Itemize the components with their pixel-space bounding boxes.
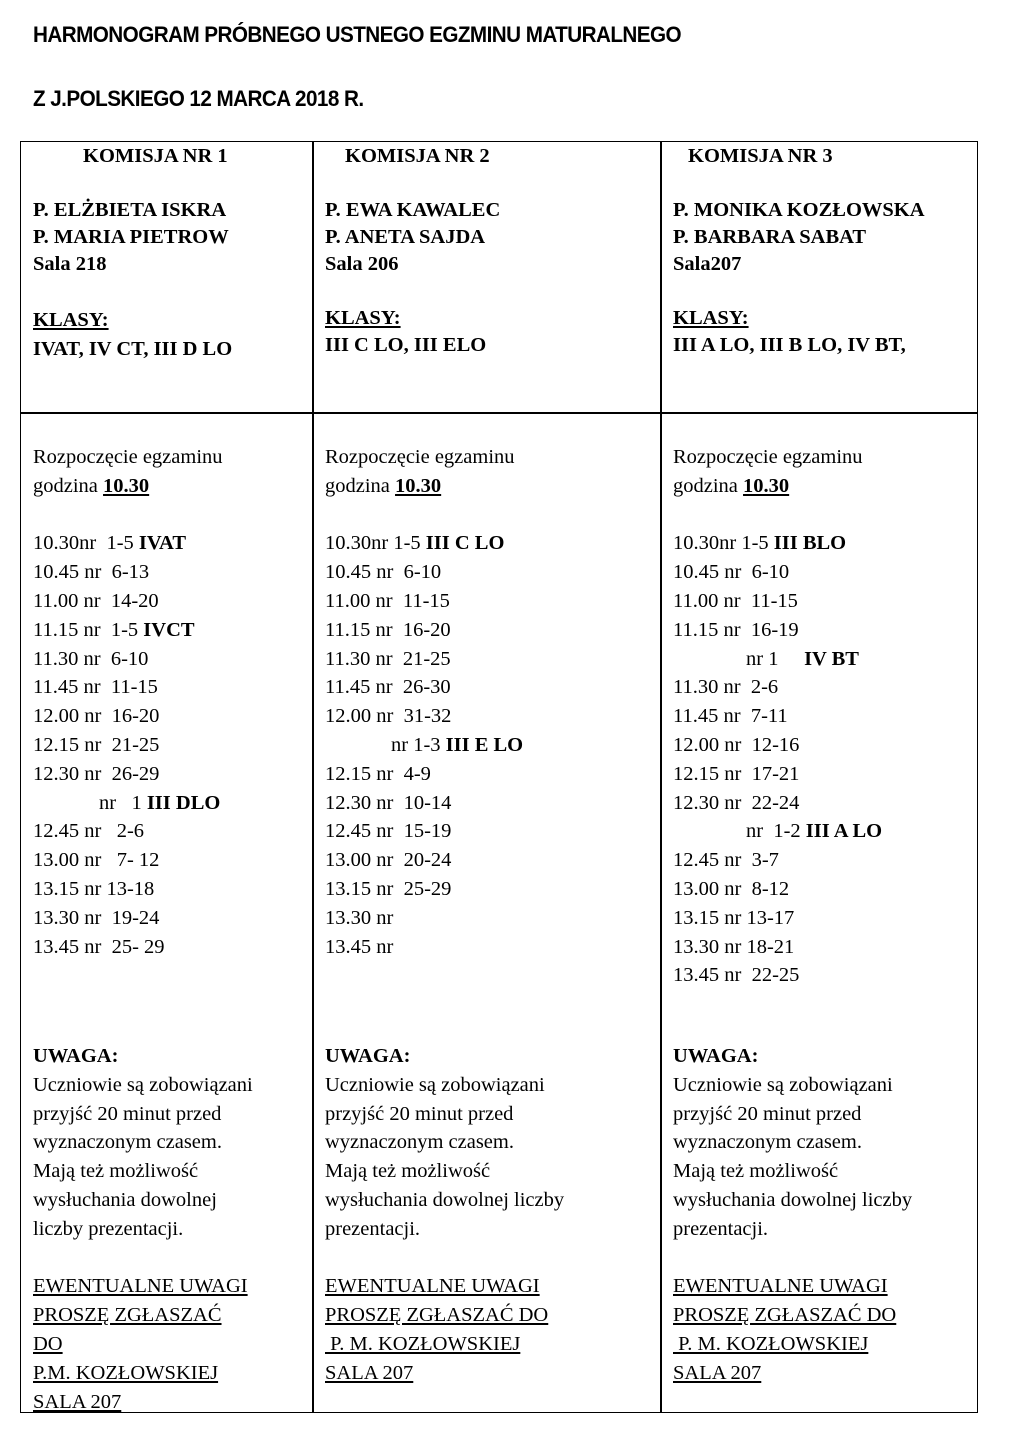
contact-text: P. M. KOZŁOWSKIEJ (325, 1332, 521, 1355)
slot-class: III C LO (425, 532, 505, 555)
commission-note (325, 1042, 564, 1388)
slot-numbers: nr 25- 29 (79, 935, 165, 958)
slot-numbers: nr 6-10 (719, 561, 790, 584)
schedule-row (33, 846, 223, 875)
slot-time: 13.00 (325, 849, 372, 872)
note-line: wyznaczonym czasem. (673, 1131, 862, 1154)
schedule-row (673, 760, 882, 789)
slot-numbers: nr 20-24 (371, 849, 452, 872)
slot-time: 13.45 (33, 935, 80, 958)
slot-time: 11.45 (325, 676, 371, 699)
commission-schedule (325, 443, 523, 961)
slot-time: 12.30 (673, 791, 720, 814)
contact-line (33, 1272, 253, 1301)
commission-member: P. EWA KAWALEC (325, 199, 501, 221)
contact-line (673, 1359, 912, 1388)
note-line: przyjść 20 minut przed (673, 1102, 862, 1125)
slot-class: IVCT (143, 618, 195, 641)
contact-text: P.M. KOZŁOWSKIEJ (33, 1361, 219, 1384)
slot-time: 11.15 (673, 618, 719, 641)
start-label: Rozpoczęcie egzaminu (673, 446, 863, 468)
slot-time: 11.30 (673, 676, 719, 699)
spacer (33, 278, 232, 305)
schedule-row (673, 529, 882, 558)
contact-text: PROSZĘ ZGŁASZAĆ DO (325, 1304, 549, 1327)
slot-time: 13.00 (673, 877, 720, 900)
classes-list: IVAT, IV CT, III D LO (33, 338, 233, 360)
schedule-row (33, 645, 223, 674)
contact-text: EWENTUALNE UWAGI (33, 1275, 248, 1298)
schedule-row (33, 731, 223, 760)
schedule-row (325, 587, 523, 616)
schedule-row (673, 933, 882, 962)
slot-numbers: nr 11-15 (370, 589, 450, 612)
note-line: przyjść 20 minut przed (325, 1102, 514, 1125)
slot-time: 11.30 (325, 647, 371, 670)
slot-time: 12.30 (325, 791, 372, 814)
slot-numbers: nr 7-11 (718, 705, 788, 728)
slot-numbers: nr 1-5 (79, 532, 134, 555)
start-time-line (33, 472, 223, 501)
commission-header (325, 143, 500, 359)
start-time: 10.30 (395, 474, 442, 497)
contact-text: DO (33, 1332, 63, 1355)
contact-line (673, 1301, 912, 1330)
schedule-row (673, 616, 882, 645)
column-divider (312, 142, 314, 1412)
commission-schedule (33, 443, 223, 961)
slot-numbers: nr 10-14 (371, 791, 452, 814)
note-line: wysłuchania dowolnej liczby (673, 1188, 913, 1211)
start-prefix: godzina (325, 474, 396, 497)
slot-time: 11.15 (325, 618, 371, 641)
slot-numbers: nr (371, 935, 394, 958)
note-title: UWAGA: (673, 1045, 759, 1067)
schedule-row (673, 817, 882, 846)
spacer (673, 1244, 912, 1273)
room-number: Sala 206 (325, 253, 399, 275)
schedule-row (33, 789, 223, 818)
slot-numbers: nr 26-30 (370, 676, 451, 699)
classes-list: III A LO, III B LO, IV BT, (673, 334, 906, 356)
slot-time: 13.30 (325, 906, 372, 929)
contact-text: PROSZĘ ZGŁASZAĆ (33, 1304, 222, 1327)
commission-member: P. BARBARA SABAT (673, 226, 867, 248)
slot-numbers: nr 31-32 (371, 705, 452, 728)
slot-numbers: nr 14-20 (78, 589, 159, 612)
schedule-row (673, 702, 882, 731)
schedule-row (673, 558, 882, 587)
note-line: przyjść 20 minut przed (33, 1102, 222, 1125)
slot-time: 12.45 (325, 820, 372, 843)
schedule-row (325, 760, 523, 789)
slot-numbers: nr 21-25 (370, 647, 451, 670)
commission-member: P. MARIA PIETROW (33, 226, 229, 248)
schedule-row (33, 875, 223, 904)
column-divider (660, 142, 662, 1412)
slot-numbers: nr 21-25 (79, 733, 160, 756)
slot-numbers: nr 18-21 (719, 935, 795, 958)
commission-note (673, 1042, 912, 1388)
slot-numbers: nr 1-5 (78, 618, 139, 641)
slot-numbers: nr 6-10 (371, 561, 442, 584)
schedule-row (673, 731, 882, 760)
schedule-row (33, 558, 223, 587)
slot-time: 12.00 (325, 705, 372, 728)
slot-class: IVAT (138, 532, 187, 555)
slot-numbers: nr 8-12 (719, 877, 790, 900)
slot-numbers: nr 1-5 (719, 532, 774, 555)
slot-numbers: nr 15-19 (371, 820, 452, 843)
schedule-row (325, 645, 523, 674)
slot-numbers: nr 17-21 (719, 762, 800, 785)
contact-text: EWENTUALNE UWAGI (673, 1275, 888, 1298)
row-divider (21, 412, 977, 414)
classes-label-text: KLASY: (33, 309, 109, 331)
contact-line (673, 1330, 912, 1359)
slot-class: III DLO (146, 791, 221, 814)
slot-time: 11.00 (33, 589, 79, 612)
commission-schedule (673, 443, 882, 990)
slot-time: 10.45 (33, 561, 80, 584)
schedule-row (325, 846, 523, 875)
note-line: liczby prezentacji. (33, 1217, 184, 1240)
schedule-row (673, 673, 882, 702)
schedule-row (33, 587, 223, 616)
classes-label-text: KLASY: (673, 307, 749, 329)
slot-time: 11.45 (673, 705, 719, 728)
contact-line (325, 1272, 564, 1301)
slot-time: 10.30 (673, 532, 720, 555)
contact-text: P. M. KOZŁOWSKIEJ (673, 1332, 869, 1355)
spacer (673, 501, 882, 530)
slot-numbers: nr 6-13 (79, 561, 150, 584)
schedule-row (325, 904, 523, 933)
schedule-row (33, 760, 223, 789)
slot-time: 13.30 (33, 906, 80, 929)
commission-name: KOMISJA NR 3 (688, 145, 833, 167)
note-line: Mają też możliwość (325, 1160, 491, 1183)
note-title: UWAGA: (33, 1045, 119, 1067)
slot-time: 10.45 (325, 561, 372, 584)
classes-label-text: KLASY: (325, 307, 401, 329)
start-time: 10.30 (103, 474, 150, 497)
note-line: prezentacji. (673, 1217, 769, 1240)
start-prefix: godzina (33, 474, 104, 497)
note-line: wyznaczonym czasem. (33, 1131, 222, 1154)
slot-class: III E LO (445, 733, 524, 756)
document-title: HARMONOGRAM PRÓBNEGO USTNEGO EGZMINU MATURALNEGO (33, 22, 682, 47)
commission-member: P. ANETA SAJDA (325, 226, 486, 248)
slot-time: 11.00 (673, 589, 719, 612)
schedule-row (33, 616, 223, 645)
slot-numbers: nr 1-2 (746, 820, 806, 843)
slot-numbers: nr 7- 12 (79, 849, 160, 872)
slot-numbers: nr 1 (99, 791, 142, 814)
commission-header (673, 143, 925, 359)
schedule-row (673, 789, 882, 818)
classes-label (325, 305, 500, 332)
schedule-row (673, 875, 882, 904)
schedule-row (33, 904, 223, 933)
slot-numbers: nr 11-15 (718, 589, 798, 612)
slot-time: 12.00 (673, 733, 720, 756)
note-line: Mają też możliwość (673, 1160, 839, 1183)
slot-time: 10.45 (673, 561, 720, 584)
commission-name: KOMISJA NR 2 (345, 145, 490, 167)
schedule-row (33, 529, 223, 558)
slot-numbers: nr 22-24 (719, 791, 800, 814)
spacer (33, 501, 223, 530)
schedule-row (33, 702, 223, 731)
schedule-row (325, 875, 523, 904)
start-label: Rozpoczęcie egzaminu (33, 446, 223, 468)
note-title: UWAGA: (325, 1045, 411, 1067)
contact-line (33, 1359, 253, 1388)
slot-time: 12.30 (33, 762, 80, 785)
contact-line (325, 1301, 564, 1330)
contact-line (33, 1388, 253, 1417)
contact-text: EWENTUALNE UWAGI (325, 1275, 540, 1298)
slot-time: 12.45 (673, 849, 720, 872)
slot-numbers: nr 25-29 (371, 877, 452, 900)
slot-time: 12.00 (33, 705, 80, 728)
schedule-row (673, 904, 882, 933)
slot-numbers: nr 16-20 (370, 618, 451, 641)
commission-member: P. MONIKA KOZŁOWSKA (673, 199, 925, 221)
document-subtitle: Z J.POLSKIEGO 12 MARCA 2018 R. (33, 86, 364, 111)
slot-numbers: nr 3-7 (719, 849, 779, 872)
note-line: Uczniowie są zobowiązani (33, 1073, 253, 1096)
schedule-row (33, 673, 223, 702)
spacer (325, 501, 523, 530)
slot-numbers: nr 6-10 (78, 647, 149, 670)
schedule-row (325, 731, 523, 760)
slot-class: III BLO (773, 532, 847, 555)
classes-label (673, 305, 925, 332)
slot-time: 10.30 (33, 532, 80, 555)
classes-list: III C LO, III ELO (325, 334, 487, 356)
schedule-row (325, 529, 523, 558)
start-label: Rozpoczęcie egzaminu (325, 446, 515, 468)
slot-class: IV BT (804, 647, 859, 670)
start-time-line (325, 472, 523, 501)
slot-numbers: nr 1-5 (371, 532, 426, 555)
note-line: wyznaczonym czasem. (325, 1131, 514, 1154)
note-line: prezentacji. (325, 1217, 421, 1240)
slot-numbers: nr 2-6 (718, 676, 779, 699)
note-line: wysłuchania dowolnej (33, 1188, 217, 1211)
slot-numbers: nr 12-16 (719, 733, 800, 756)
start-time: 10.30 (743, 474, 790, 497)
contact-line (325, 1359, 564, 1388)
contact-line (325, 1330, 564, 1359)
slot-numbers: nr (371, 906, 394, 929)
slot-numbers: nr 13-17 (719, 906, 795, 929)
slot-numbers: nr 22-25 (719, 964, 800, 987)
commission-header (33, 143, 232, 363)
schedule-row (325, 789, 523, 818)
slot-time: 13.00 (33, 849, 80, 872)
contact-text: SALA 207 (673, 1361, 762, 1384)
schedule-row (325, 673, 523, 702)
spacer (325, 278, 500, 305)
note-line: wysłuchania dowolnej liczby (325, 1188, 565, 1211)
slot-numbers: nr 16-19 (718, 618, 799, 641)
schedule-row (33, 933, 223, 962)
slot-time: 12.15 (33, 733, 80, 756)
start-prefix: godzina (673, 474, 744, 497)
schedule-row (673, 846, 882, 875)
slot-time: 12.15 (325, 762, 372, 785)
contact-text: SALA 207 (33, 1390, 122, 1413)
schedule-row (325, 558, 523, 587)
slot-numbers: nr 1-3 (391, 733, 441, 756)
slot-time: 12.45 (33, 820, 80, 843)
slot-time: 11.45 (33, 676, 79, 699)
slot-numbers: nr 26-29 (79, 762, 160, 785)
schedule-row (325, 817, 523, 846)
slot-time: 13.45 (325, 935, 372, 958)
room-number: Sala207 (673, 253, 742, 275)
slot-numbers: nr 13-18 (79, 877, 155, 900)
spacer (33, 1244, 253, 1273)
contact-text: PROSZĘ ZGŁASZAĆ DO (673, 1304, 897, 1327)
slot-time: 13.15 (325, 877, 372, 900)
slot-time: 11.15 (33, 618, 79, 641)
commission-note (33, 1042, 253, 1416)
slot-numbers: nr 16-20 (79, 705, 160, 728)
slot-time: 13.15 (673, 906, 720, 929)
slot-time: 10.30 (325, 532, 372, 555)
commission-member: P. ELŻBIETA ISKRA (33, 199, 227, 221)
contact-text: SALA 207 (325, 1361, 414, 1384)
schedule-row (673, 645, 882, 674)
note-line: Uczniowie są zobowiązani (673, 1073, 893, 1096)
schedule-row (673, 587, 882, 616)
note-line: Uczniowie są zobowiązani (325, 1073, 545, 1096)
slot-time: 13.30 (673, 935, 720, 958)
slot-time: 12.15 (673, 762, 720, 785)
slot-numbers: nr 19-24 (79, 906, 160, 929)
schedule-row (33, 817, 223, 846)
schedule-row (673, 961, 882, 990)
note-line: Mają też możliwość (33, 1160, 199, 1183)
spacer (325, 1244, 564, 1273)
room-number: Sala 218 (33, 253, 107, 275)
slot-time: 13.45 (673, 964, 720, 987)
contact-line (33, 1301, 253, 1330)
slot-time: 13.15 (33, 877, 80, 900)
slot-numbers: nr 4-9 (371, 762, 431, 785)
start-time-line (673, 472, 882, 501)
spacer (673, 278, 925, 305)
classes-label (33, 307, 232, 334)
slot-time: 11.30 (33, 647, 79, 670)
schedule-row (325, 702, 523, 731)
schedule-row (325, 933, 523, 962)
slot-numbers: nr 11-15 (78, 676, 158, 699)
contact-line (33, 1330, 253, 1359)
slot-time: 11.00 (325, 589, 371, 612)
commission-name: KOMISJA NR 1 (83, 145, 228, 167)
schedule-row (325, 616, 523, 645)
slot-class: III A LO (805, 820, 883, 843)
slot-numbers: nr 2-6 (79, 820, 145, 843)
contact-line (673, 1272, 912, 1301)
slot-numbers: nr 1 (746, 647, 805, 670)
